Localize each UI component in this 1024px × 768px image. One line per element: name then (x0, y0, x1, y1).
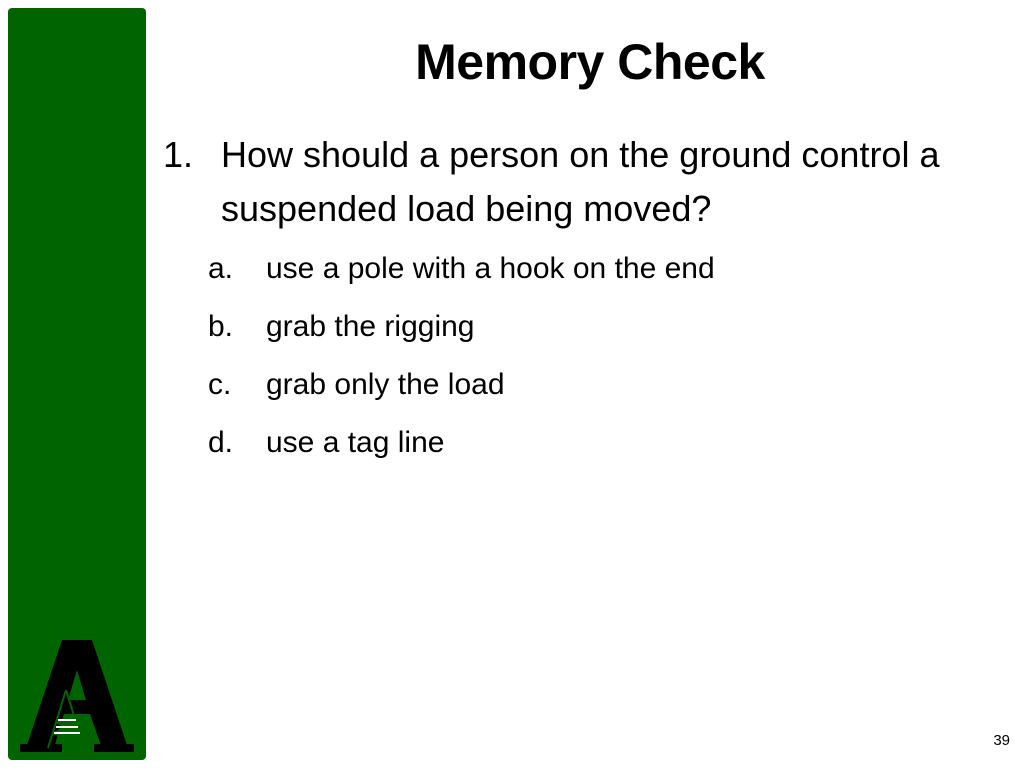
slide-title: Memory Check (415, 34, 765, 90)
option-letter: d. (208, 426, 234, 459)
option-text: grab only the load (266, 368, 505, 401)
question (163, 128, 1003, 236)
letter-a-tower-logo-icon (18, 630, 136, 758)
option-text: grab the rigging (266, 310, 475, 343)
answer-options (208, 240, 988, 472)
option-d (208, 414, 988, 472)
option-text: use a tag line (266, 426, 445, 459)
option-b (208, 298, 988, 356)
option-letter: a. (208, 252, 234, 285)
option-letter: c. (208, 368, 232, 401)
option-a (208, 240, 988, 298)
question-number: 1. (163, 134, 194, 175)
option-letter: b. (208, 310, 234, 343)
question-text: How should a person on the ground control a suspended load being moved? (221, 134, 940, 229)
option-text: use a pole with a hook on the end (266, 252, 715, 285)
page-number: 39 (993, 732, 1010, 749)
option-c (208, 356, 988, 414)
